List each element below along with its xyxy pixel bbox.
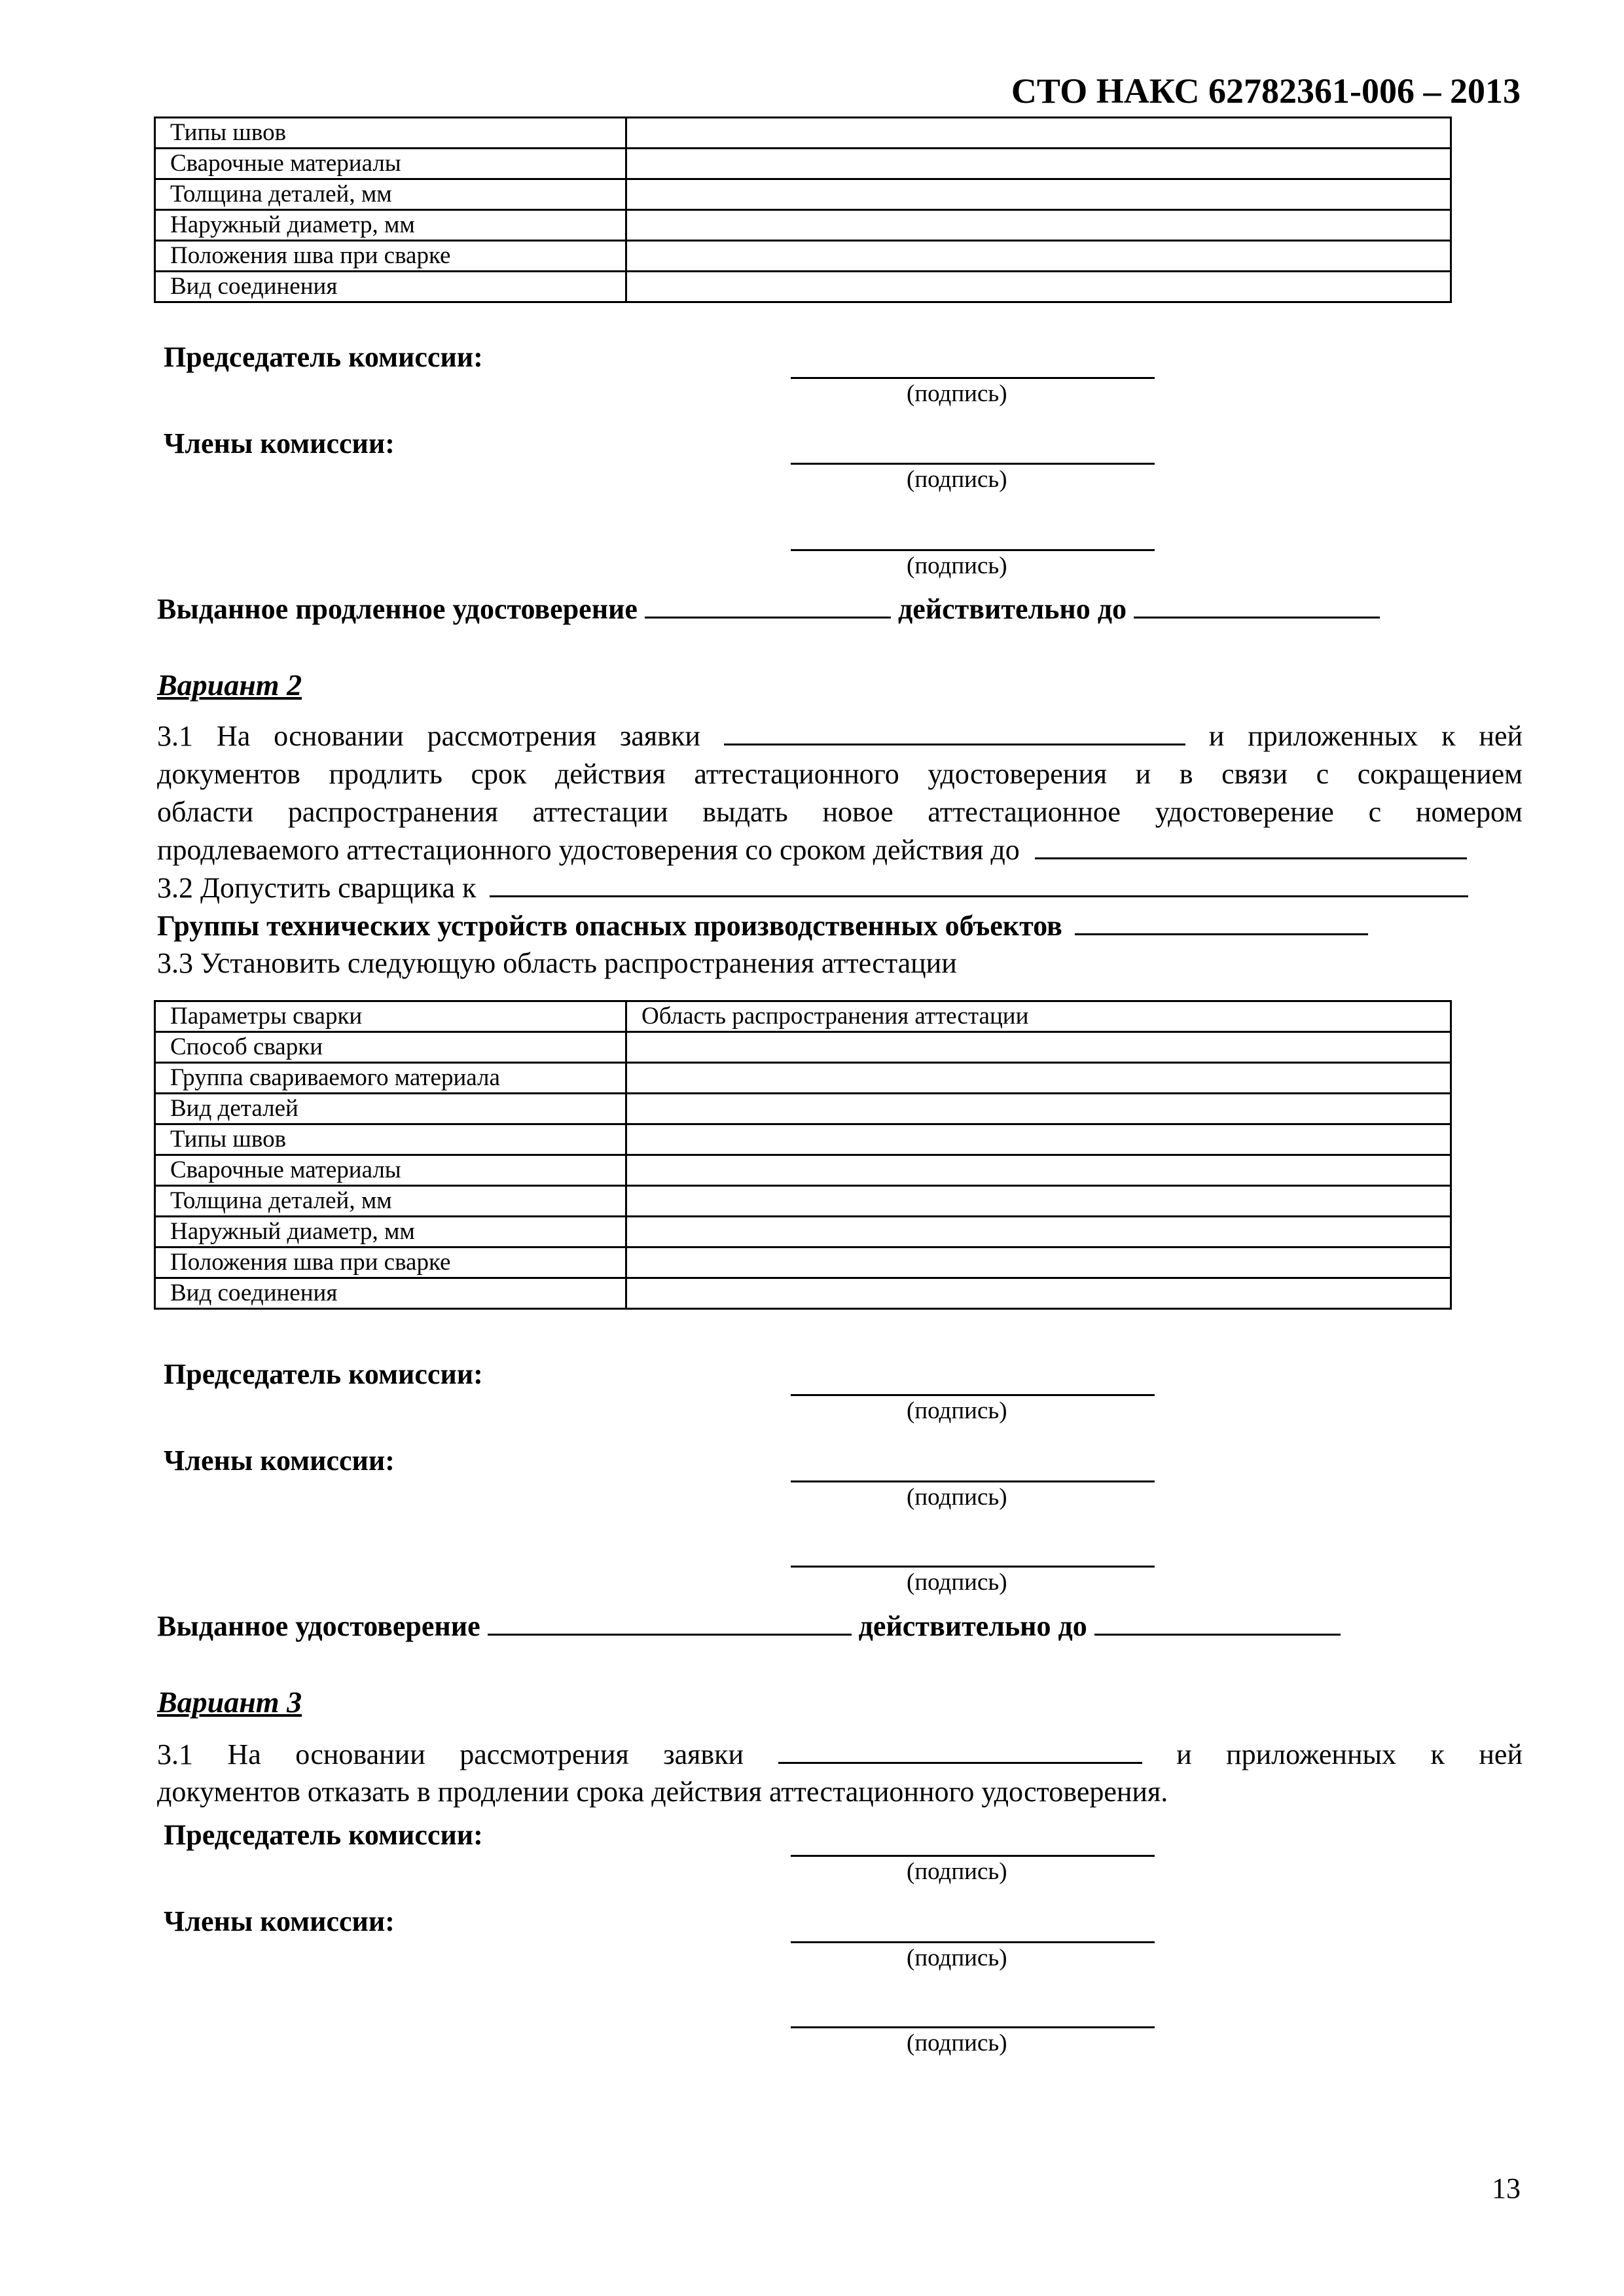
parameter-cell: Сварочные материалы <box>155 1155 626 1186</box>
chairman-signature-line <box>791 377 1155 379</box>
paragraph-text: и приложенных к ней <box>1176 1738 1523 1770</box>
value-cell <box>626 1278 1451 1309</box>
table-row <box>155 210 1451 241</box>
page-number: 13 <box>1492 2172 1521 2204</box>
issued-label: Выданное удостоверение <box>157 1610 480 1642</box>
table-row <box>155 241 1451 272</box>
table-row <box>155 272 1451 302</box>
application-blank <box>778 1737 1142 1764</box>
value-cell <box>626 241 1451 272</box>
members-label: Члены комиссии: <box>164 1905 395 1937</box>
value-cell <box>626 1094 1451 1124</box>
member-signature-line <box>791 1480 1155 1482</box>
value-cell <box>626 1124 1451 1155</box>
signature-caption: (подпись) <box>907 552 1007 579</box>
signature-caption: (подпись) <box>907 2030 1007 2056</box>
params-table-continued <box>154 117 1452 303</box>
paragraph-text: и приложенных к ней <box>1208 720 1523 752</box>
chairman-signature-line <box>791 1855 1155 1857</box>
value-cell <box>626 1247 1451 1278</box>
table-row <box>155 179 1451 210</box>
welder-admission-blank <box>490 870 1468 897</box>
parameter-cell: Положения шва при сварке <box>155 1247 626 1278</box>
parameter-cell: Типы швов <box>155 118 626 149</box>
parameter-cell: Наружный диаметр, мм <box>155 210 626 241</box>
parameter-cell: Способ сварки <box>155 1032 626 1063</box>
paragraph-text: продлеваемого аттестационного удостоверения со сроком действия до <box>157 834 1020 866</box>
table-row <box>155 1063 1451 1094</box>
equipment-groups-line <box>157 908 1368 942</box>
variant-2-paragraph-3-1-line-4 <box>157 833 1523 867</box>
signature-caption: (подпись) <box>907 1484 1007 1511</box>
table-row <box>155 1124 1451 1155</box>
chairman-label: Председатель комиссии: <box>164 341 483 373</box>
certificate-number-blank <box>645 592 891 619</box>
issued-extended-certificate <box>157 592 1380 626</box>
certificate-number-blank <box>488 1609 852 1636</box>
valid-until-blank <box>1134 592 1380 619</box>
equipment-groups-label: Группы технических устройств опасных производственных объектов <box>157 910 1062 942</box>
table-row <box>155 118 1451 149</box>
value-cell <box>626 1186 1451 1217</box>
variant-3-title: Вариант 3 <box>157 1685 302 1719</box>
members-label: Члены комиссии: <box>164 1444 395 1477</box>
validity-date-blank <box>1035 833 1467 859</box>
table-row <box>155 1217 1451 1247</box>
table-row <box>155 1247 1451 1278</box>
parameter-cell: Сварочные материалы <box>155 149 626 179</box>
value-cell <box>626 210 1451 241</box>
parameter-cell: Группа свариваемого материала <box>155 1063 626 1094</box>
valid-until-blank <box>1094 1609 1341 1636</box>
parameter-cell: Вид деталей <box>155 1094 626 1124</box>
signature-caption: (подпись) <box>907 466 1007 493</box>
variant-2-paragraph-3-1-line-3: области распространения аттестации выдать новое аттестационное удостоверение с номером <box>157 796 1523 828</box>
parameter-cell: Типы швов <box>155 1124 626 1155</box>
member-signature-line <box>791 463 1155 465</box>
value-cell <box>626 272 1451 302</box>
paragraph-text: 3.1 На основании рассмотрения заявки <box>157 720 700 752</box>
member-signature-line <box>791 1941 1155 1943</box>
parameter-cell: Положения шва при сварке <box>155 241 626 272</box>
parameter-cell: Наружный диаметр, мм <box>155 1217 626 1247</box>
chairman-label: Председатель комиссии: <box>164 1358 483 1390</box>
signature-caption: (подпись) <box>907 1397 1007 1424</box>
parameter-cell: Толщина деталей, мм <box>155 1186 626 1217</box>
value-cell <box>626 1217 1451 1247</box>
variant-2-paragraph-3-1-line-2: документов продлить срок действия аттестационного удостоверения и в связи с сокращением <box>157 758 1523 790</box>
member-signature-line <box>791 2026 1155 2028</box>
document-code: СТО НАКС 62782361-006 – 2013 <box>1011 71 1521 111</box>
variant-2-paragraph-3-2 <box>157 870 1468 905</box>
signature-caption: (подпись) <box>907 1569 1007 1596</box>
value-cell <box>626 179 1451 210</box>
variant-2-title: Вариант 2 <box>157 668 302 702</box>
variant-2-paragraph-3-3: 3.3 Установить следующую область распространения аттестации <box>157 947 957 979</box>
signature-caption: (подпись) <box>907 1858 1007 1885</box>
application-blank <box>724 719 1185 745</box>
signature-caption: (подпись) <box>907 1945 1007 1971</box>
table-row <box>155 1278 1451 1309</box>
parameter-cell: Вид соединения <box>155 1278 626 1309</box>
parameter-cell: Вид соединения <box>155 272 626 302</box>
paragraph-text: 3.1 На основании рассмотрения заявки <box>157 1738 744 1770</box>
table-header-row <box>155 1001 1451 1032</box>
value-cell <box>626 1032 1451 1063</box>
params-table-variant-2 <box>154 1000 1452 1310</box>
chairman-signature-line <box>791 1394 1155 1396</box>
member-signature-line <box>791 549 1155 551</box>
issued-label: Выданное продленное удостоверение <box>157 593 638 625</box>
chairman-label: Председатель комиссии: <box>164 1819 483 1851</box>
value-cell <box>626 1063 1451 1094</box>
value-cell <box>626 149 1451 179</box>
equipment-groups-blank <box>1075 908 1368 935</box>
table-row <box>155 149 1451 179</box>
variant-2-paragraph-3-1-line-1 <box>157 719 1523 753</box>
signature-caption: (подпись) <box>907 380 1007 407</box>
value-cell <box>626 118 1451 149</box>
issued-certificate <box>157 1609 1341 1643</box>
member-signature-line <box>791 1566 1155 1568</box>
value-cell: Область распространения аттестации <box>626 1001 1451 1032</box>
table-row <box>155 1032 1451 1063</box>
members-label: Члены комиссии: <box>164 427 395 459</box>
value-cell <box>626 1155 1451 1186</box>
variant-3-paragraph-3-1-line-2: документов отказать в продлении срока действия аттестационного удостоверения. <box>157 1776 1168 1808</box>
valid-until-label: действительно до <box>858 1610 1087 1642</box>
table-row <box>155 1155 1451 1186</box>
parameter-cell: Толщина деталей, мм <box>155 179 626 210</box>
variant-3-paragraph-3-1-line-1 <box>157 1737 1523 1771</box>
parameter-cell: Параметры сварки <box>155 1001 626 1032</box>
table-row <box>155 1186 1451 1217</box>
paragraph-text: 3.2 Допустить сварщика к <box>157 872 477 904</box>
table-row <box>155 1094 1451 1124</box>
valid-until-label: действительно до <box>897 593 1127 625</box>
